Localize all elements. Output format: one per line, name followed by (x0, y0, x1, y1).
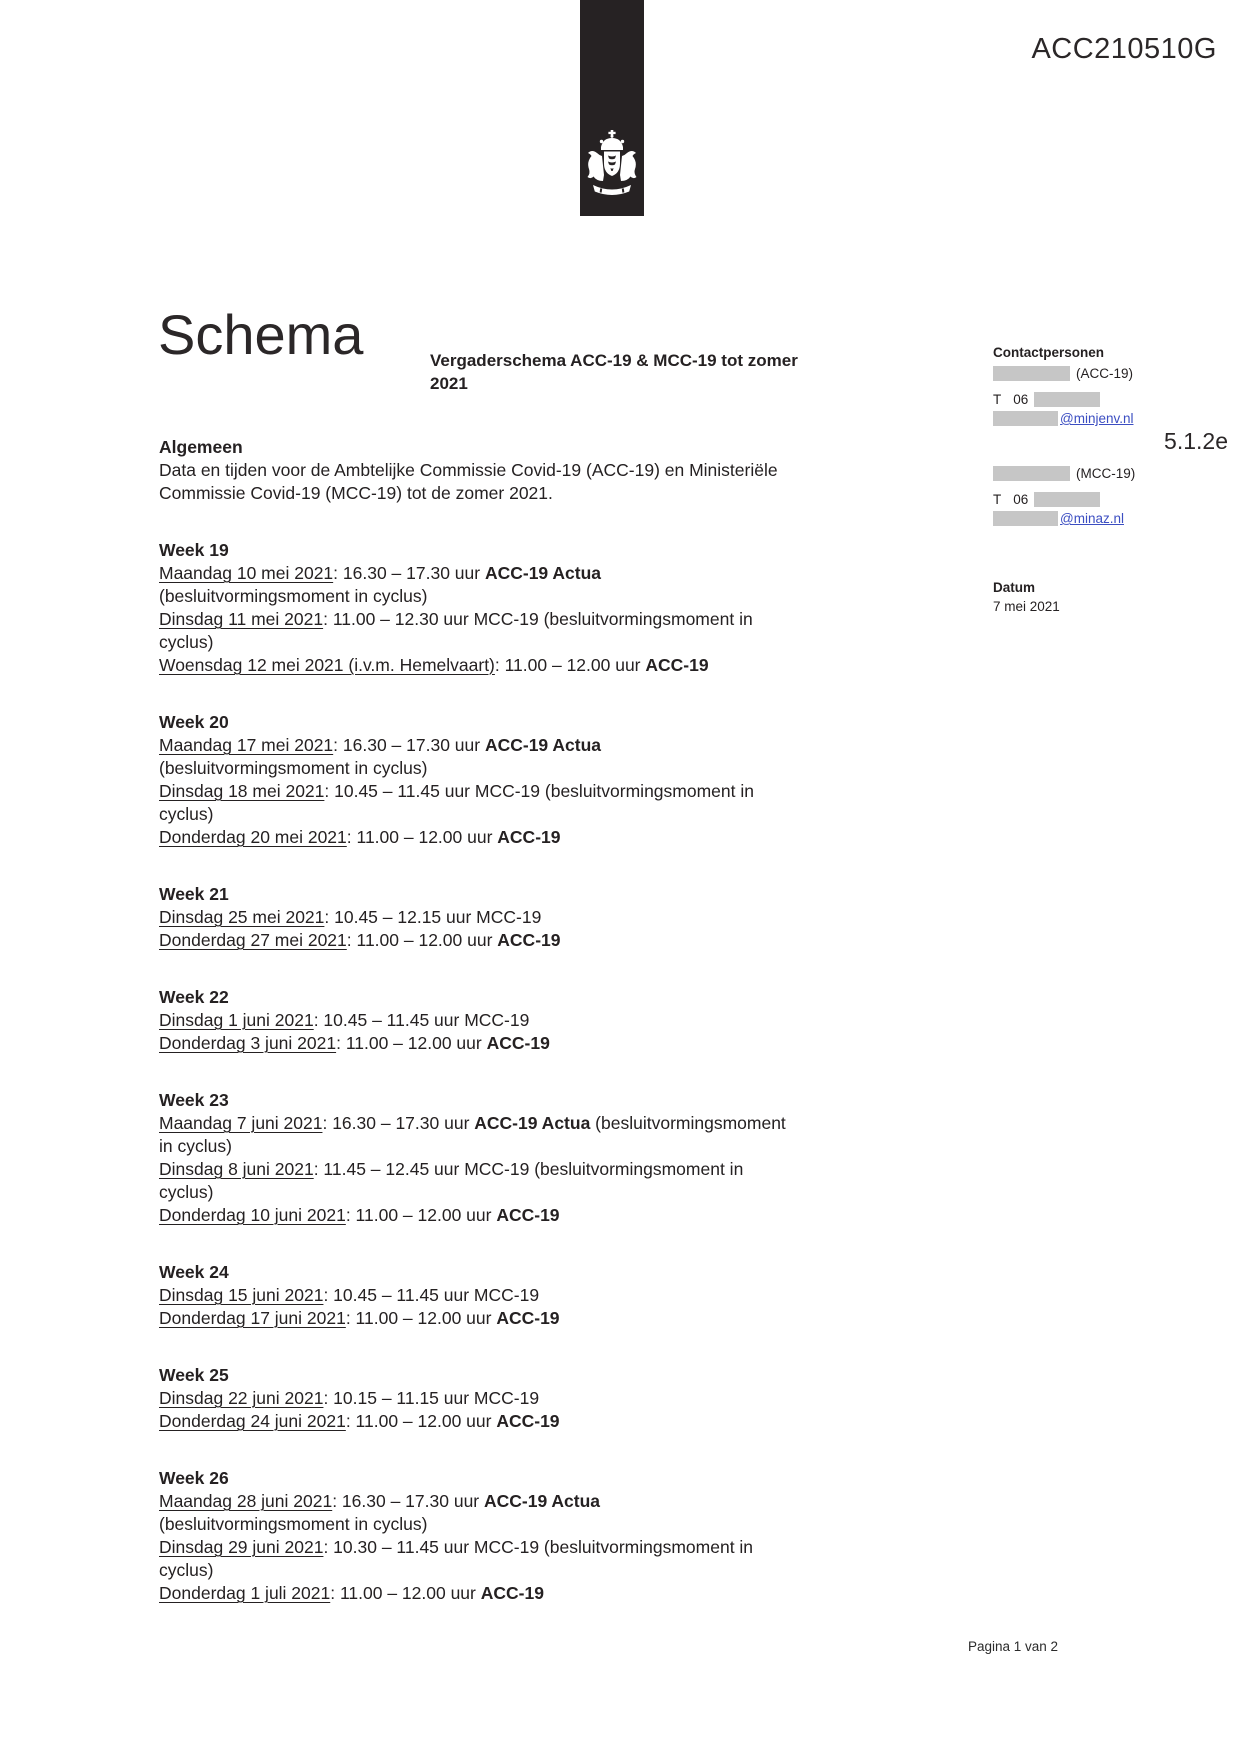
schedule-line (159, 585, 879, 608)
schedule-text: cyclus) (159, 804, 214, 824)
schedule-line (159, 562, 879, 585)
contact-sidebar (993, 343, 1228, 616)
org-label-mcc: (MCC-19) (1076, 466, 1136, 481)
contact-name-row (993, 464, 1228, 483)
meeting-name: ACC-19 Actua (474, 1113, 591, 1133)
meeting-name: ACC-19 (645, 655, 709, 675)
government-logo-banner (580, 0, 644, 216)
contact-phone-row (993, 490, 1228, 509)
schedule-text: : 11.00 – 12.00 uur (494, 655, 646, 675)
schedule-line (159, 608, 879, 631)
schedule-line (159, 1536, 879, 1559)
schedule-text: cyclus) (159, 1560, 214, 1580)
schedule-line (159, 1112, 879, 1135)
schedule-date: Dinsdag 15 juni 2021 (159, 1285, 324, 1305)
redacted-name-bar (993, 466, 1070, 481)
schedule-text: : 10.30 – 11.45 uur MCC-19 (besluitvormingsmoment in (323, 1537, 754, 1557)
phone-prefix: 06 (1013, 492, 1029, 507)
algemeen-heading: Algemeen (159, 437, 243, 457)
schedule-line (159, 1032, 879, 1055)
coat-of-arms-icon (584, 130, 640, 200)
redacted-name-bar (993, 366, 1070, 381)
schedule-text: : 11.00 – 12.00 uur (345, 1308, 497, 1328)
schedule-line (159, 780, 879, 803)
schedule-text: : 10.45 – 11.45 uur MCC-19 (323, 1285, 540, 1305)
schedule-line (159, 826, 879, 849)
schedule-content (159, 436, 879, 1605)
schedule-text: cyclus) (159, 1182, 214, 1202)
schedule-text: : 11.00 – 12.30 uur MCC-19 (besluitvormingsmoment in (323, 609, 753, 629)
redacted-phone-bar (1034, 392, 1100, 407)
document-code: ACC210510G (1031, 33, 1217, 65)
schedule-line (159, 1181, 879, 1204)
schedule-text: (besluitvormingsmoment in cyclus) (159, 586, 428, 606)
algemeen-line: Commissie Covid-19 (MCC-19) tot de zomer 2021. (159, 483, 553, 503)
schedule-text: : 11.00 – 12.00 uur (330, 1583, 481, 1603)
email-link-minaz[interactable]: @minaz.nl (1060, 511, 1124, 526)
week-heading: Week 19 (159, 540, 229, 560)
redacted-email-bar (993, 511, 1058, 526)
week-heading: Week 22 (159, 987, 229, 1007)
week-block (159, 1261, 879, 1330)
document-subtitle-line1: Vergaderschema ACC-19 & MCC-19 tot zomer (430, 351, 798, 370)
phone-prefix: 06 (1013, 392, 1029, 407)
meeting-name: ACC-19 (496, 1205, 560, 1225)
week-block (159, 1089, 879, 1227)
datum-block (993, 578, 1228, 616)
page-title: Schema (158, 303, 364, 366)
contact-email-row (993, 509, 1228, 528)
schedule-date: Donderdag 27 mei 2021 (159, 930, 347, 950)
schedule-date: Dinsdag 8 juni 2021 (159, 1159, 314, 1179)
schedule-line (159, 1284, 879, 1307)
schedule-line (159, 1559, 879, 1582)
schedule-date: Dinsdag 11 mei 2021 (159, 609, 324, 629)
redacted-email-bar (993, 411, 1058, 426)
week-block (159, 1364, 879, 1433)
schedule-date: Dinsdag 25 mei 2021 (159, 907, 325, 927)
week-block (159, 1467, 879, 1605)
week-block (159, 539, 879, 677)
schedule-date: Dinsdag 1 juni 2021 (159, 1010, 314, 1030)
week-heading: Week 24 (159, 1262, 229, 1282)
schedule-line (159, 1387, 879, 1410)
schedule-text: (besluitvormingsmoment in cyclus) (159, 1514, 428, 1534)
schedule-date: Woensdag 12 mei 2021 (i.v.m. Hemelvaart) (159, 655, 495, 675)
schedule-line (159, 1009, 879, 1032)
document-subtitle-line2: 2021 (430, 374, 468, 393)
redacted-phone-bar (1034, 492, 1100, 507)
document-subtitle (430, 349, 798, 395)
schedule-line (159, 1410, 879, 1433)
schedule-date: Donderdag 1 juli 2021 (159, 1583, 331, 1603)
schedule-text: : 11.00 – 12.00 uur (346, 930, 498, 950)
contact-email-row (993, 409, 1228, 428)
meeting-name: ACC-19 (486, 1033, 550, 1053)
schedule-text: : 16.30 – 17.30 uur (333, 563, 485, 583)
schedule-date: Maandag 28 juni 2021 (159, 1491, 333, 1511)
schedule-text: : 11.00 – 12.00 uur (345, 1205, 497, 1225)
phone-t-label: T (993, 392, 1002, 407)
schedule-date: Donderdag 17 juni 2021 (159, 1308, 346, 1328)
page-number: Pagina 1 van 2 (968, 1639, 1059, 1654)
schedule-date: Dinsdag 18 mei 2021 (159, 781, 325, 801)
schedule-line (159, 803, 879, 826)
phone-t-label: T (993, 492, 1002, 507)
schedule-line (159, 654, 879, 677)
schedule-text: (besluitvormingsmoment (590, 1113, 786, 1133)
schedule-text: : 10.45 – 11.45 uur MCC-19 (besluitvormingsmoment in (324, 781, 754, 801)
schedule-date: Donderdag 10 juni 2021 (159, 1205, 346, 1225)
schedule-text: : 11.00 – 12.00 uur (345, 1411, 497, 1431)
week-heading: Week 21 (159, 884, 229, 904)
schedule-line (159, 1158, 879, 1181)
datum-value: 7 mei 2021 (993, 599, 1060, 614)
schedule-text: : 10.45 – 12.15 uur MCC-19 (324, 907, 542, 927)
schedule-line (159, 757, 879, 780)
meeting-name: ACC-19 (496, 1308, 560, 1328)
schedule-line (159, 1204, 879, 1227)
datum-label: Datum (993, 580, 1036, 595)
weeks-container (159, 539, 879, 1605)
schedule-date: Maandag 10 mei 2021 (159, 563, 334, 583)
schedule-text: : 10.45 – 11.45 uur MCC-19 (313, 1010, 530, 1030)
schedule-date: Maandag 7 juni 2021 (159, 1113, 323, 1133)
schedule-line (159, 1582, 879, 1605)
contact-name-row (993, 364, 1228, 383)
week-block (159, 883, 879, 952)
contact-phone-row (993, 390, 1228, 409)
meeting-name: ACC-19 (497, 827, 561, 847)
org-label-acc: (ACC-19) (1076, 366, 1134, 381)
schedule-date: Maandag 17 mei 2021 (159, 735, 334, 755)
meeting-name: ACC-19 Actua (484, 735, 601, 755)
meeting-name: ACC-19 (480, 1583, 544, 1603)
schedule-line (159, 929, 879, 952)
week-heading: Week 20 (159, 712, 229, 732)
week-block (159, 986, 879, 1055)
week-heading: Week 25 (159, 1365, 229, 1385)
meeting-name: ACC-19 (496, 1411, 560, 1431)
algemeen-block (159, 436, 879, 505)
schedule-text: : 10.15 – 11.15 uur MCC-19 (323, 1388, 540, 1408)
meeting-name: ACC-19 Actua (484, 563, 601, 583)
schedule-text: (besluitvormingsmoment in cyclus) (159, 758, 428, 778)
schedule-line (159, 1307, 879, 1330)
schedule-text: : 16.30 – 17.30 uur (322, 1113, 475, 1133)
week-block (159, 711, 879, 849)
schedule-line (159, 1490, 879, 1513)
schedule-text: : 16.30 – 17.30 uur (333, 735, 485, 755)
algemeen-line: Data en tijden voor de Ambtelijke Commissie Covid-19 (ACC-19) en Ministeriële (159, 460, 778, 480)
schedule-line (159, 1135, 879, 1158)
meeting-name: ACC-19 Actua (484, 1491, 601, 1511)
schedule-line (159, 631, 879, 654)
week-heading: Week 26 (159, 1468, 229, 1488)
schedule-text: : 16.30 – 17.30 uur (332, 1491, 484, 1511)
schedule-date: Donderdag 20 mei 2021 (159, 827, 347, 847)
schedule-text: : 11.00 – 12.00 uur (336, 1033, 487, 1053)
schedule-text: in cyclus) (159, 1136, 232, 1156)
schedule-date: Dinsdag 22 juni 2021 (159, 1388, 324, 1408)
contact-heading: Contactpersonen (993, 345, 1105, 360)
email-link-minjenv[interactable]: @minjenv.nl (1060, 411, 1134, 426)
week-heading: Week 23 (159, 1090, 229, 1110)
schedule-line (159, 1513, 879, 1536)
schedule-date: Donderdag 24 juni 2021 (159, 1411, 346, 1431)
schedule-line (159, 906, 879, 929)
schedule-text: : 11.45 – 12.45 uur MCC-19 (besluitvormingsmoment in (313, 1159, 744, 1179)
schedule-date: Donderdag 3 juni 2021 (159, 1033, 337, 1053)
schedule-text: : 11.00 – 12.00 uur (346, 827, 498, 847)
redaction-ground-code: 5.1.2e (1164, 428, 1228, 454)
meeting-name: ACC-19 (497, 930, 561, 950)
schedule-text: cyclus) (159, 632, 214, 652)
schedule-line (159, 734, 879, 757)
schedule-date: Dinsdag 29 juni 2021 (159, 1537, 324, 1557)
